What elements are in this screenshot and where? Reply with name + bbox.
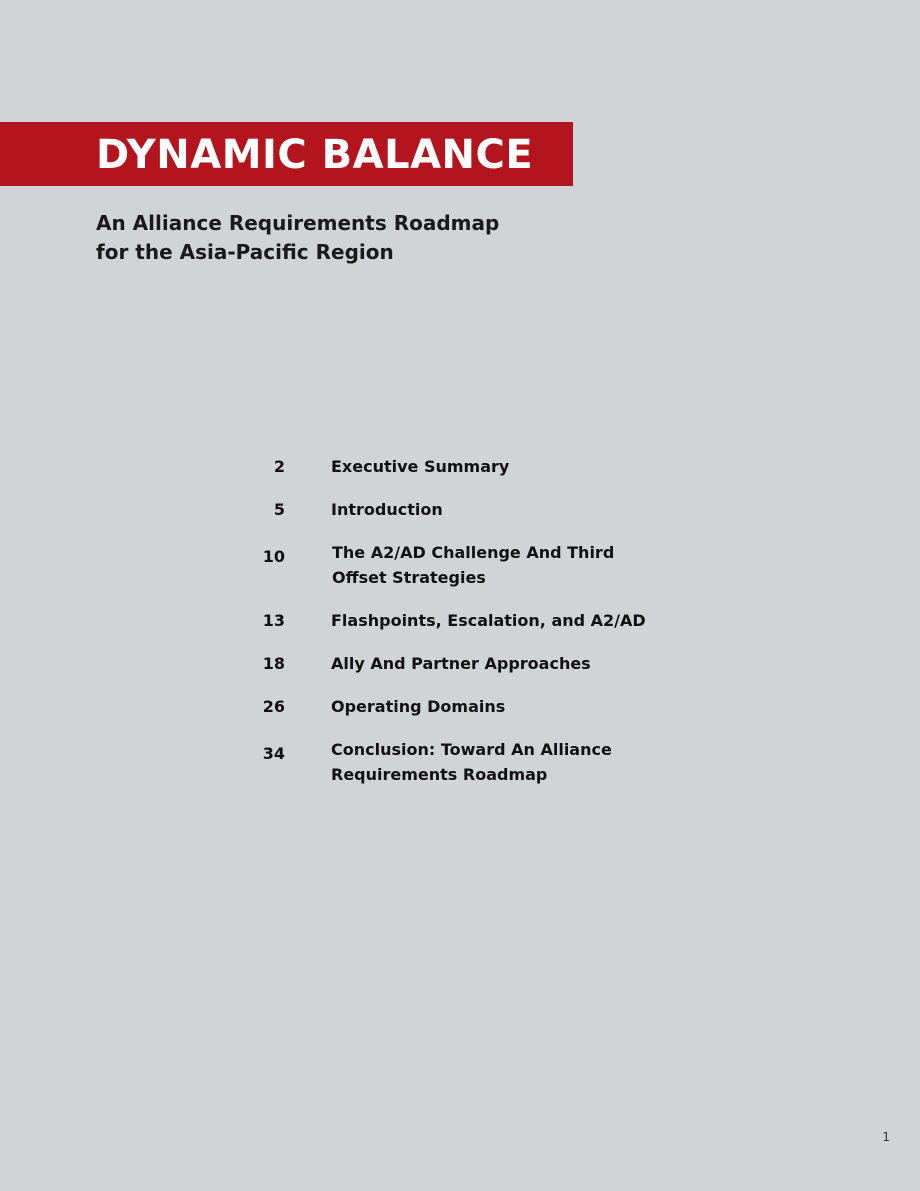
toc-entry-title — [331, 497, 691, 522]
toc-title-line: Executive Summary — [331, 457, 510, 476]
toc-entry-title — [331, 694, 691, 719]
toc-title-line: Offset Strategies — [332, 568, 486, 587]
subtitle-line-2: for the Asia-Pacific Region — [96, 240, 394, 264]
toc-entry-title — [331, 454, 691, 479]
toc-page-number: 10 — [262, 547, 285, 566]
toc-entry-title — [331, 737, 691, 787]
toc-page-number: 34 — [262, 744, 285, 763]
document-title: DYNAMIC BALANCE — [96, 132, 534, 178]
toc-title-line: The A2/AD Challenge And Third — [332, 543, 615, 562]
toc-entry-title — [331, 651, 691, 676]
toc-page-number: 5 — [273, 500, 285, 519]
toc-page-number: 2 — [273, 457, 285, 476]
toc-title-line: Introduction — [331, 500, 443, 519]
toc-title-line: Requirements Roadmap — [331, 765, 548, 784]
subtitle-line-1: An Alliance Requirements Roadmap — [96, 211, 500, 235]
toc-entry-title — [332, 540, 692, 590]
toc-title-line: Operating Domains — [331, 697, 506, 716]
toc-page-number: 18 — [262, 654, 285, 673]
toc-title-line: Conclusion: Toward An Alliance — [331, 740, 612, 759]
toc-entry-title — [331, 608, 691, 633]
toc-page-number: 13 — [262, 611, 285, 630]
toc-page-number: 26 — [262, 697, 285, 716]
page-number: 1 — [882, 1130, 890, 1144]
toc-title-line: Flashpoints, Escalation, and A2/AD — [331, 611, 646, 630]
toc-title-line: Ally And Partner Approaches — [331, 654, 591, 673]
